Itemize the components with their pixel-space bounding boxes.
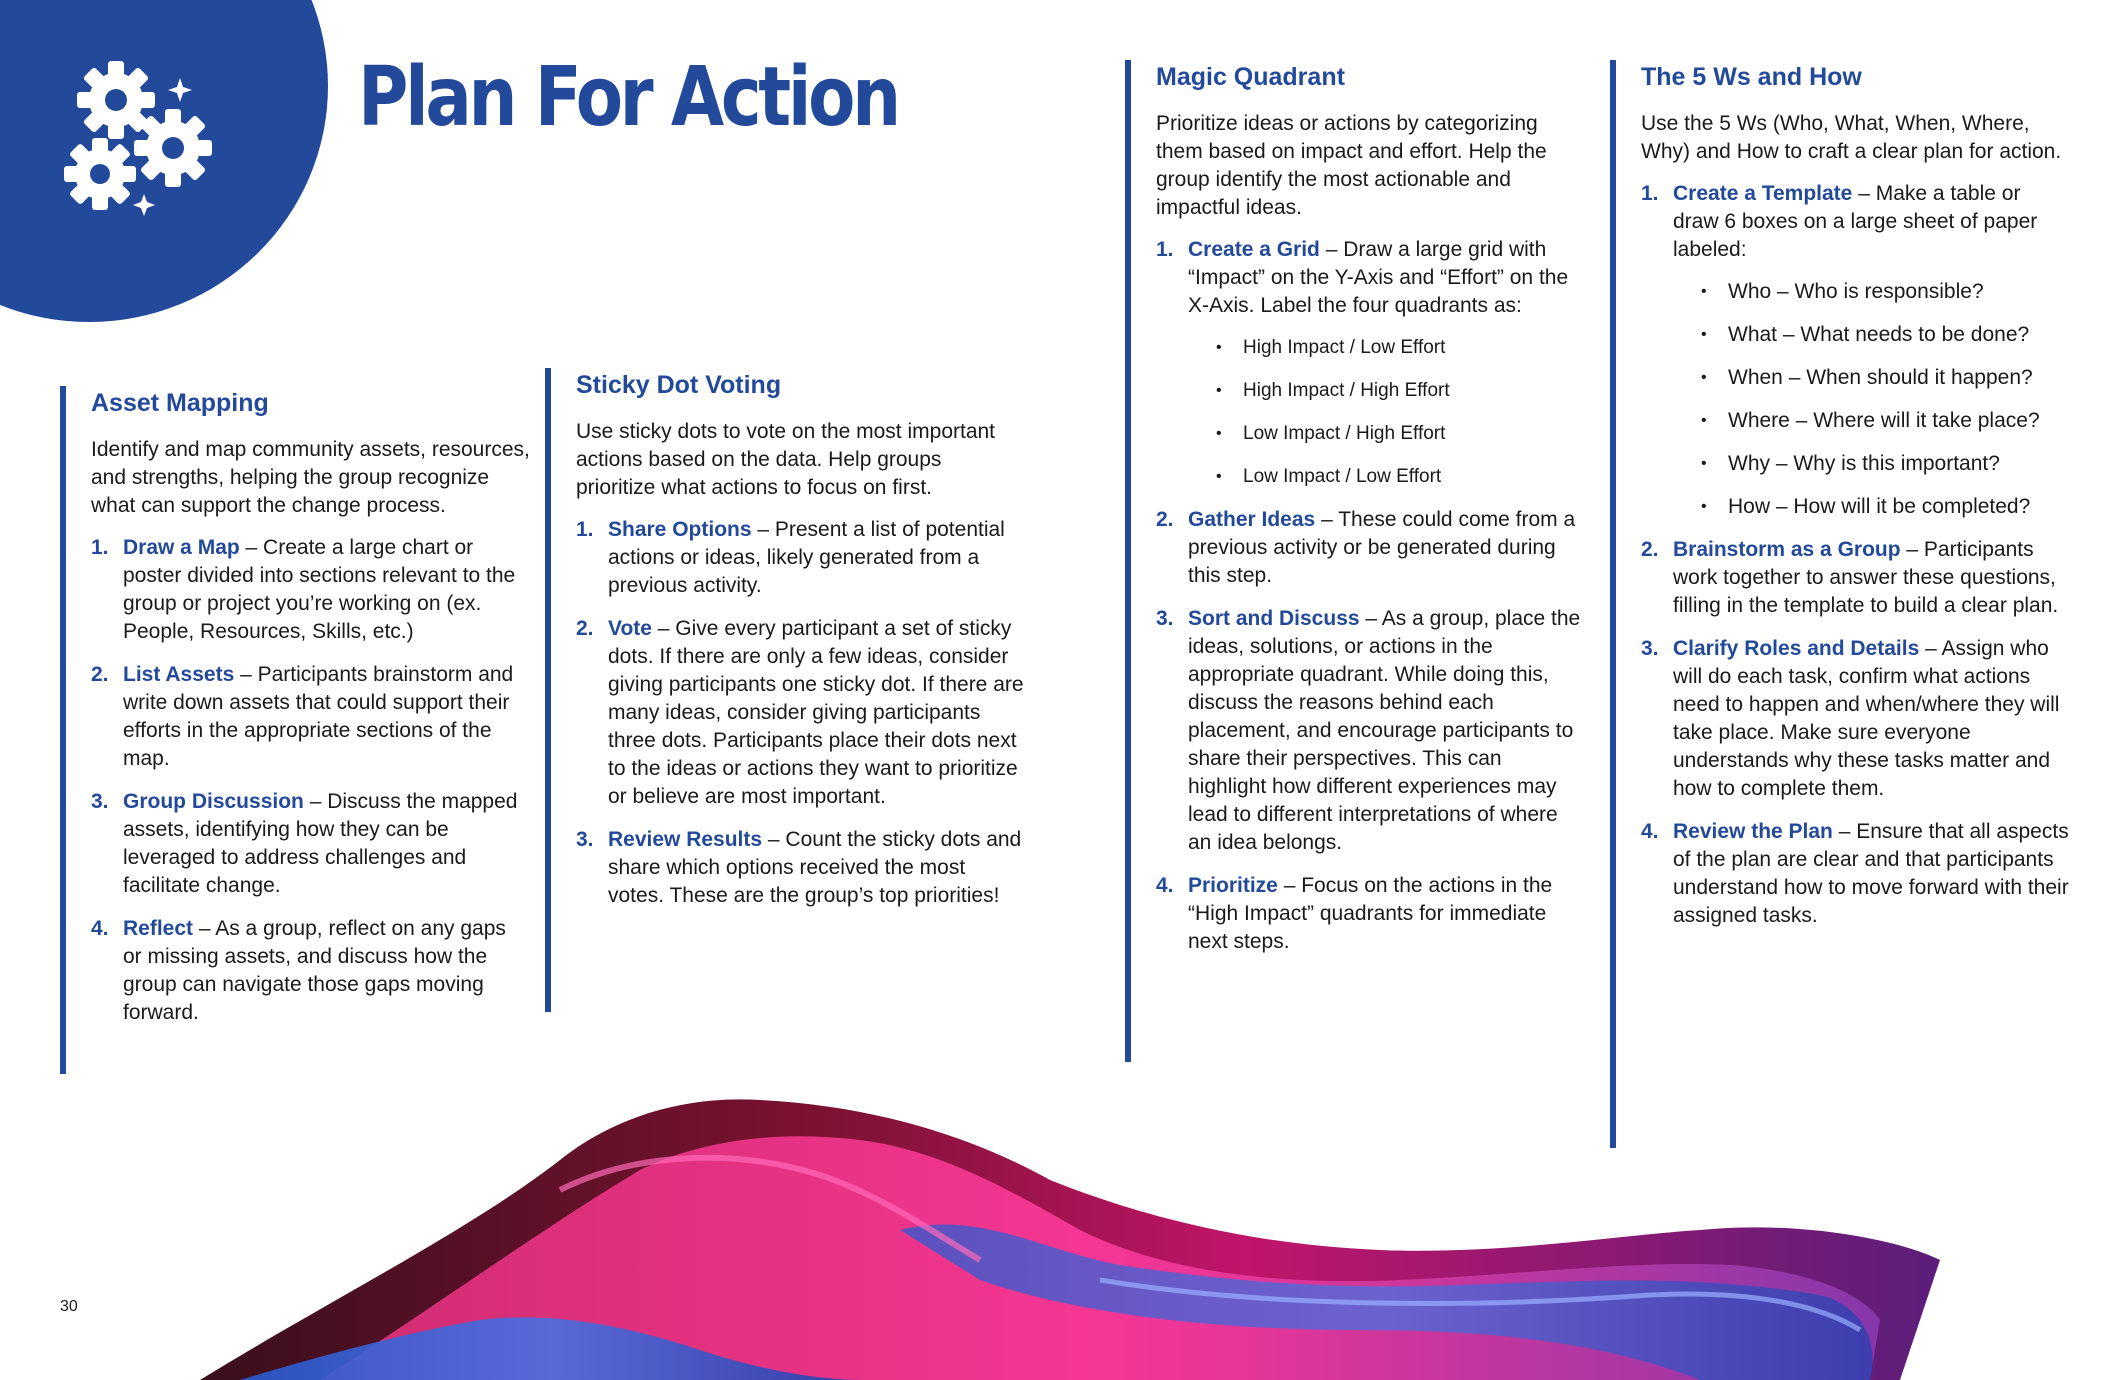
sticky-dot-voting-section	[545, 368, 1025, 1012]
magic-quadrant-heading: Magic Quadrant	[1156, 63, 1345, 91]
step-number: 1.	[1156, 238, 1174, 261]
step-text: – Assign who will do each task, confirm what actions need to happen and when/where they will take place. Make sure everyone understands why these tasks matter and how to complete them.	[1673, 637, 2060, 800]
step-number: 2.	[91, 663, 109, 686]
step-title: Prioritize	[1188, 874, 1278, 897]
asset-mapping-section	[60, 386, 530, 1074]
step-number: 3.	[576, 828, 594, 851]
bullet-item: • Who – Who is responsible?	[1697, 278, 2070, 306]
list-item	[576, 516, 1025, 600]
step-number: 1.	[91, 536, 109, 559]
magic-quadrant-intro: Prioritize ideas or actions by categorizing them based on impact and effort. Help the group identify the most actionable and impactful ideas.	[1156, 112, 1547, 219]
list-item	[1641, 536, 2070, 620]
list-item	[91, 534, 530, 646]
step-title: Reflect	[123, 917, 194, 940]
bullet-list	[1673, 278, 2070, 521]
list-item	[1156, 506, 1585, 590]
step-text: – Participants brainstorm and write down assets that could support their efforts in the appropriate sections of the map.	[123, 663, 514, 770]
sticky-dot-voting-intro: Use sticky dots to vote on the most important actions based on the data. Help groups prioritize what actions to focus on first.	[576, 420, 996, 499]
list-item	[91, 915, 530, 1027]
step-number: 1.	[576, 518, 594, 541]
sticky-dot-voting-heading: Sticky Dot Voting	[576, 371, 782, 399]
step-text: – Draw a large grid with “Impact” on the Y-Axis and “Effort” on the X-Axis. Label the four quadrants as:	[1188, 238, 1569, 317]
step-text: – Create a large chart or poster divided into sections relevant to the group or project you’re working on (ex. People, Resources, Skills, etc.)	[123, 536, 516, 643]
step-number: 4.	[1641, 820, 1659, 843]
marble-art-image	[0, 1080, 2128, 1380]
list-item	[1156, 236, 1585, 491]
five-ws-intro: Use the 5 Ws (Who, What, When, Where, Why) and How to craft a clear plan for action.	[1641, 112, 2062, 163]
step-number: 2.	[1156, 508, 1174, 531]
list-item	[91, 661, 530, 773]
step-text: – Present a list of potential actions or ideas, likely generated from a previous activity.	[608, 518, 1005, 597]
list-item	[1641, 180, 2070, 521]
step-number: 3.	[1156, 607, 1174, 630]
five-ws-section	[1610, 60, 2070, 1148]
step-number: 4.	[91, 917, 109, 940]
step-text: – Participants work together to answer these questions, filling in the template to build a clear plan.	[1673, 538, 2059, 617]
step-title: Clarify Roles and Details	[1673, 637, 1920, 660]
asset-mapping-intro: Identify and map community assets, resources, and strengths, helping the group recognize what can support the change process.	[91, 438, 530, 517]
step-text: – As a group, reflect on any gaps or missing assets, and discuss how the group can navigate those gaps moving forward.	[123, 917, 506, 1024]
bullet-item: • When – When should it happen?	[1697, 364, 2070, 392]
step-number: 1.	[1641, 182, 1659, 205]
step-number: 3.	[91, 790, 109, 813]
bullet-item: • Where – Where will it take place?	[1697, 407, 2070, 435]
step-text: – Make a table or draw 6 boxes on a large sheet of paper labeled:	[1673, 182, 2038, 261]
step-title: Brainstorm as a Group	[1673, 538, 1901, 561]
list-item	[1641, 635, 2070, 803]
magic-quadrant-section	[1125, 60, 1585, 1062]
step-number: 2.	[1641, 538, 1659, 561]
step-title: Create a Grid	[1188, 238, 1320, 261]
list-item	[1156, 872, 1585, 956]
list-item	[1156, 605, 1585, 857]
step-text: – Focus on the actions in the “High Impact” quadrants for immediate next steps.	[1188, 874, 1553, 953]
bullet-item: • Low Impact / Low Effort	[1212, 463, 1585, 491]
step-number: 4.	[1156, 874, 1174, 897]
list-item	[576, 615, 1025, 811]
five-ws-heading: The 5 Ws and How	[1641, 63, 1862, 91]
step-title: Vote	[608, 617, 652, 640]
step-text: – These could come from a previous activity or be generated during this step.	[1188, 508, 1576, 587]
gears-icon	[56, 56, 226, 216]
bullet-item: • High Impact / Low Effort	[1212, 334, 1585, 362]
five-ws-steps	[1641, 180, 2070, 930]
step-title: List Assets	[123, 663, 235, 686]
bullet-item: • Low Impact / High Effort	[1212, 420, 1585, 448]
asset-mapping-heading: Asset Mapping	[91, 389, 269, 417]
page-title: Plan For Action	[358, 50, 898, 145]
bullet-item: • How – How will it be completed?	[1697, 493, 2070, 521]
list-item	[576, 826, 1025, 910]
step-title: Review the Plan	[1673, 820, 1833, 843]
step-text: – Ensure that all aspects of the plan are clear and that participants understand how to move forward with their assigned tasks.	[1673, 820, 2069, 927]
bullet-item: • High Impact / High Effort	[1212, 377, 1585, 405]
step-text: – As a group, place the ideas, solutions, or actions in the appropriate quadrant. While doing this, discuss the reasons behind each placement, and encourage participants to share their perspectives. This can highlight how different experiences may lead to different interpretations of where an idea belongs.	[1188, 607, 1581, 854]
bullet-list	[1188, 334, 1585, 491]
magic-quadrant-steps	[1156, 236, 1585, 956]
list-item	[91, 788, 530, 900]
step-title: Sort and Discuss	[1188, 607, 1360, 630]
bullet-item: • What – What needs to be done?	[1697, 321, 2070, 349]
step-text: – Give every participant a set of sticky dots. If there are only a few ideas, consider giving participants one sticky dot. If there are many ideas, consider giving participants three dots. Participants place their dots next to the ideas or actions they want to prioritize or believe are most important.	[608, 617, 1024, 808]
step-title: Group Discussion	[123, 790, 304, 813]
step-title: Gather Ideas	[1188, 508, 1316, 531]
bullet-item: • Why – Why is this important?	[1697, 450, 2070, 478]
list-item	[1641, 818, 2070, 930]
step-title: Draw a Map	[123, 536, 240, 559]
step-title: Create a Template	[1673, 182, 1853, 205]
step-number: 3.	[1641, 637, 1659, 660]
step-text: – Discuss the mapped assets, identifying how they can be leveraged to address challenges and facilitate change.	[123, 790, 518, 897]
sticky-dot-voting-steps	[576, 516, 1025, 910]
step-title: Share Options	[608, 518, 752, 541]
page-number: 30	[60, 1298, 78, 1315]
step-number: 2.	[576, 617, 594, 640]
step-title: Review Results	[608, 828, 763, 851]
asset-mapping-steps	[91, 534, 530, 1027]
step-text: – Count the sticky dots and share which options received the most votes. These are the group’s top priorities!	[608, 828, 1022, 907]
